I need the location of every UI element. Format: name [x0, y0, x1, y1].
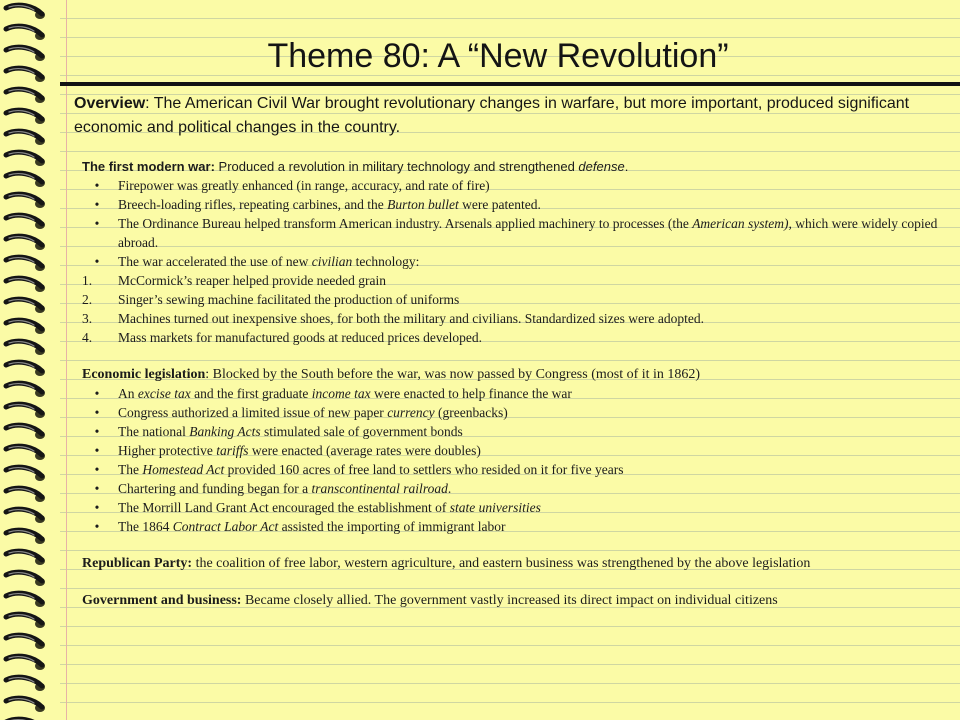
- item-text: An: [118, 386, 138, 401]
- section-head-text: : Blocked by the South before the war, was now passed by Congress (most of it in 1862): [205, 367, 701, 382]
- italic-term: state universities: [449, 500, 541, 515]
- bullet-marker: •: [94, 405, 100, 420]
- item-text: provided 160 acres of free land to settlers who resided on it for five years: [224, 462, 624, 477]
- section-head-text: Became closely allied. The government vastly increased its direct impact on individual citizens: [241, 593, 778, 608]
- item-text: Chartering and funding began for a: [118, 481, 312, 496]
- list-number: 2.: [82, 292, 93, 307]
- item-text: .: [447, 481, 452, 496]
- italic-term: transcontinental railroad: [311, 481, 448, 496]
- section-head-label: Government and business:: [82, 593, 242, 608]
- item-text: McCormick’s reaper helped provide needed grain: [118, 273, 387, 288]
- title-rule: [60, 82, 960, 86]
- item-text: were patented.: [458, 197, 541, 212]
- list-item: [82, 176, 942, 195]
- bullet-marker: •: [94, 481, 100, 496]
- item-text: and the first graduate: [190, 386, 312, 401]
- list-item: [82, 422, 942, 441]
- section-economic-legislation: [82, 366, 942, 384]
- italic-term: income tax: [311, 386, 371, 401]
- section-head-text: Produced a revolution in military technology and strengthened: [214, 159, 579, 174]
- bullet-marker: •: [94, 216, 100, 231]
- list-item: [82, 498, 942, 517]
- list-item: [82, 460, 942, 479]
- item-text: assisted the importing of immigrant labor: [278, 519, 506, 534]
- section-head-label: Economic legislation: [82, 367, 206, 382]
- bullet-marker: •: [94, 443, 100, 458]
- overview-label: Overview: [74, 95, 146, 112]
- item-text: Congress authorized a limited issue of new paper: [118, 405, 388, 420]
- bullet-marker: •: [94, 386, 100, 401]
- spacer: [82, 573, 942, 592]
- section-republican-party: [82, 555, 942, 573]
- numbered-item: [82, 290, 942, 309]
- list-number: 4.: [82, 330, 93, 345]
- numbered-item: [82, 271, 942, 290]
- spacer: [82, 536, 942, 555]
- numbered-item: [82, 309, 942, 328]
- section-government-business: [82, 592, 942, 610]
- item-text: technology:: [352, 254, 420, 269]
- section-head-italic: defense: [578, 159, 625, 174]
- item-text: The Ordinance Bureau helped transform American industry. Arsenals applied machinery to processes (the: [118, 216, 693, 231]
- bullet-marker: •: [94, 500, 100, 515]
- list-item: [82, 195, 942, 214]
- item-text: Breech-loading rifles, repeating carbines, and the: [118, 197, 388, 212]
- bullet-marker: •: [94, 197, 100, 212]
- item-text: were enacted (average rates were doubles): [248, 443, 481, 458]
- section-head-label: The first modern war:: [82, 159, 215, 174]
- bullet-marker: •: [94, 519, 100, 534]
- list-item: [82, 214, 942, 252]
- item-text: Higher protective: [118, 443, 217, 458]
- italic-term: Homestead Act: [142, 462, 225, 477]
- section-head-end: .: [624, 159, 629, 174]
- list-item: [82, 517, 942, 536]
- first-war-bullets: [82, 176, 942, 271]
- slide-title: Theme 80: A “New Revolution”: [267, 37, 729, 75]
- item-text: stimulated sale of government bonds: [260, 424, 463, 439]
- overview-text: : The American Civil War brought revolutionary changes in warfare, but more important, produced significant economic and political changes in the country.: [74, 95, 910, 136]
- item-text: The war accelerated the use of new: [118, 254, 312, 269]
- margin-line: [66, 0, 67, 720]
- item-text: The Morrill Land Grant Act encouraged the establishment of: [118, 500, 450, 515]
- numbered-item: [82, 328, 942, 347]
- italic-term: Burton bullet: [387, 197, 459, 212]
- spacer: [82, 347, 942, 366]
- civilian-tech-list: [82, 271, 942, 347]
- economic-legislation-bullets: [82, 384, 942, 536]
- italic-term: American system),: [692, 216, 792, 231]
- italic-term: tariffs: [216, 443, 249, 458]
- bullet-marker: •: [94, 254, 100, 269]
- italic-term: Banking Acts: [189, 424, 261, 439]
- item-text: The: [118, 462, 143, 477]
- content-body: [82, 158, 942, 610]
- list-item: [82, 403, 942, 422]
- list-item: [82, 384, 942, 403]
- bullet-marker: •: [94, 424, 100, 439]
- bullet-marker: •: [94, 178, 100, 193]
- item-text: Firepower was greatly enhanced (in range, accuracy, and rate of fire): [118, 178, 490, 193]
- item-text: Singer’s sewing machine facilitated the production of uniforms: [118, 292, 460, 307]
- item-text: were enacted to help finance the war: [370, 386, 572, 401]
- list-item: [82, 252, 942, 271]
- overview-paragraph: [74, 92, 944, 140]
- item-text: The national: [118, 424, 190, 439]
- bullet-marker: •: [94, 462, 100, 477]
- italic-term: excise tax: [137, 386, 191, 401]
- item-text: Machines turned out inexpensive shoes, for both the military and civilians. Standardized sizes were adopted.: [118, 311, 704, 326]
- item-text: (greenbacks): [434, 405, 508, 420]
- list-item: [82, 441, 942, 460]
- item-text: which were widely copied abroad.: [118, 216, 938, 250]
- spiral-binding: [0, 0, 60, 720]
- section-head-text: the coalition of free labor, western agriculture, and eastern business was strengthened by the above legislation: [192, 556, 811, 571]
- section-head-label: Republican Party:: [82, 556, 193, 571]
- list-number: 3.: [82, 311, 93, 326]
- italic-term: Contract Labor Act: [172, 519, 279, 534]
- list-number: 1.: [82, 273, 93, 288]
- italic-term: currency: [387, 405, 435, 420]
- italic-term: civilian: [311, 254, 353, 269]
- item-text: Mass markets for manufactured goods at reduced prices developed.: [118, 330, 482, 345]
- section-first-modern-war: [82, 158, 942, 176]
- list-item: [82, 479, 942, 498]
- item-text: The 1864: [118, 519, 173, 534]
